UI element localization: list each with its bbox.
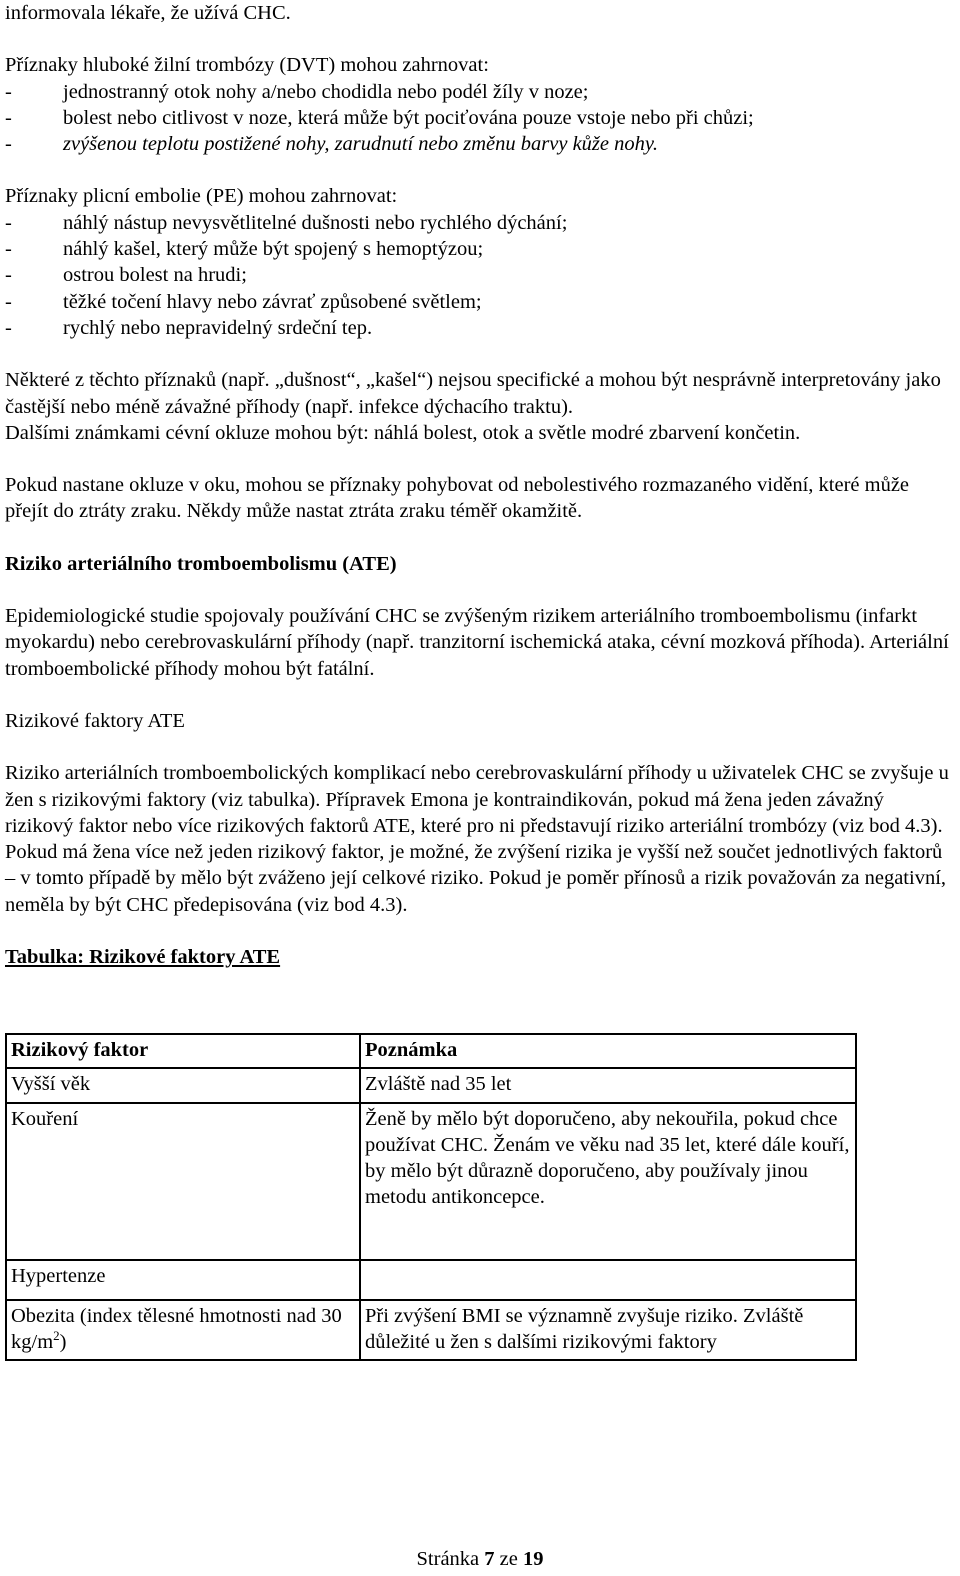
header-cell-note: Poznámka: [360, 1034, 856, 1068]
cell-note: Zvláště nad 35 let: [360, 1068, 856, 1102]
header-cell-factor: Rizikový faktor: [6, 1034, 360, 1068]
cell-factor: Hypertenze: [6, 1260, 360, 1300]
table-row: [6, 1300, 856, 1361]
ate-paragraph: Epidemiologické studie spojovaly používání CHC se zvýšeným rizikem arteriálního tromboembolismu (infarkt myokardu) nebo cerebrovaskulární příhody (např. tranzitorní ischemická ataka, cévní mozková příhoda). Arteriální tromboembolické příhody mohou být fatální.: [5, 605, 949, 680]
list-item: - zvýšenou teplotu postižené nohy, zarudnutí nebo změnu barvy kůže nohy.: [5, 133, 658, 156]
cell-factor: Vyšší věk: [6, 1068, 360, 1102]
symptoms-paragraph: Některé z těchto příznaků (např. „dušnost“, „kašel“) nejsou specifické a mohou být nesprávně interpretovány jako častější nebo méně závažné příhody (např. infekce dýchacího traktu).: [5, 369, 941, 418]
list-item: - náhlý nástup nevysvětlitelné dušnosti nebo rychlého dýchání;: [5, 211, 568, 234]
cell-note: Ženě by mělo být doporučeno, aby nekouřila, pokud chce používat CHC. Ženám ve věku nad 35 let, které dále kouří, by mělo být důrazně doporučeno, aby používaly jinou metodu antikoncepce.: [360, 1103, 856, 1260]
list-item: - rychlý nebo nepravidelný srdeční tep.: [5, 316, 373, 339]
list-item: - bolest nebo citlivost v noze, která může být pociťována pouze vstoje nebo při chůzi;: [5, 106, 754, 129]
list-item: - jednostranný otok nohy a/nebo chodidla nebo podél žíly v noze;: [5, 80, 589, 103]
risk-factors-table: [5, 1033, 857, 1361]
table-row: [6, 1068, 856, 1102]
document-page: [5, 0, 955, 970]
list-item: - ostrou bolest na hrudi;: [5, 264, 247, 287]
table-row: [6, 1103, 856, 1260]
table-row: [6, 1260, 856, 1300]
ate-heading: Riziko arteriálního tromboembolismu (ATE): [5, 552, 397, 575]
dvt-list: [5, 79, 955, 158]
list-item: - náhlý kašel, který může být spojený s hemoptýzou;: [5, 238, 484, 261]
cell-factor: Kouření: [6, 1103, 360, 1260]
dvt-heading: Příznaky hluboké žilní trombózy (DVT) mohou zahrnovat:: [5, 54, 489, 77]
risk-factors-heading: Rizikové faktory ATE: [5, 709, 185, 732]
table-header-row: [6, 1034, 856, 1068]
page-footer: Stránka 7 ze 19: [416, 1548, 544, 1570]
pe-heading: Příznaky plicní embolie (PE) mohou zahrnovat:: [5, 185, 398, 208]
eye-occlusion-paragraph: Pokud nastane okluze v oku, mohou se příznaky pohybovat od nebolestivého rozmazaného vidění, které může přejít do ztráty zraku. Někdy může nastat ztráta zraku téměř okamžitě.: [5, 474, 910, 523]
cell-note: [360, 1260, 856, 1300]
occlusion-signs-paragraph: Dalšími známkami cévní okluze mohou být: náhlá bolest, otok a světle modré zbarvení končetin.: [5, 421, 801, 444]
list-item: - těžké točení hlavy nebo závrať způsobené světlem;: [5, 290, 482, 313]
cell-note: Při zvýšení BMI se významně zvyšuje riziko. Zvláště důležité u žen s dalšími rizikovými faktory: [360, 1300, 856, 1361]
table-caption: Tabulka: Rizikové faktory ATE: [5, 946, 281, 969]
risk-factors-paragraph: Riziko arteriálních tromboembolických komplikací nebo cerebrovaskulární příhody u uživatelek CHC se zvyšuje u žen s rizikovými faktory (viz tabulka). Přípravek Emona je kontraindikován, pokud má žena jeden závažný rizikový faktor nebo více rizikových faktorů ATE, které pro ni představují riziko arteriální trombózy (viz bod 4.3). Pokud má žena více než jeden rizikový faktor, je možné, že zvýšení rizika je vyšší než součet jednotlivých faktorů – v tomto případě by mělo být zváženo její celkové riziko. Pokud je poměr přínosů a rizik považován za negativní, neměla by být CHC předepisována (viz bod 4.3).: [5, 762, 949, 916]
intro-tail: informovala lékaře, že užívá CHC.: [5, 2, 291, 24]
cell-factor: Obezita (index tělesné hmotnosti nad 30 $kg/m^2$): [6, 1300, 360, 1361]
pe-list: [5, 210, 955, 341]
